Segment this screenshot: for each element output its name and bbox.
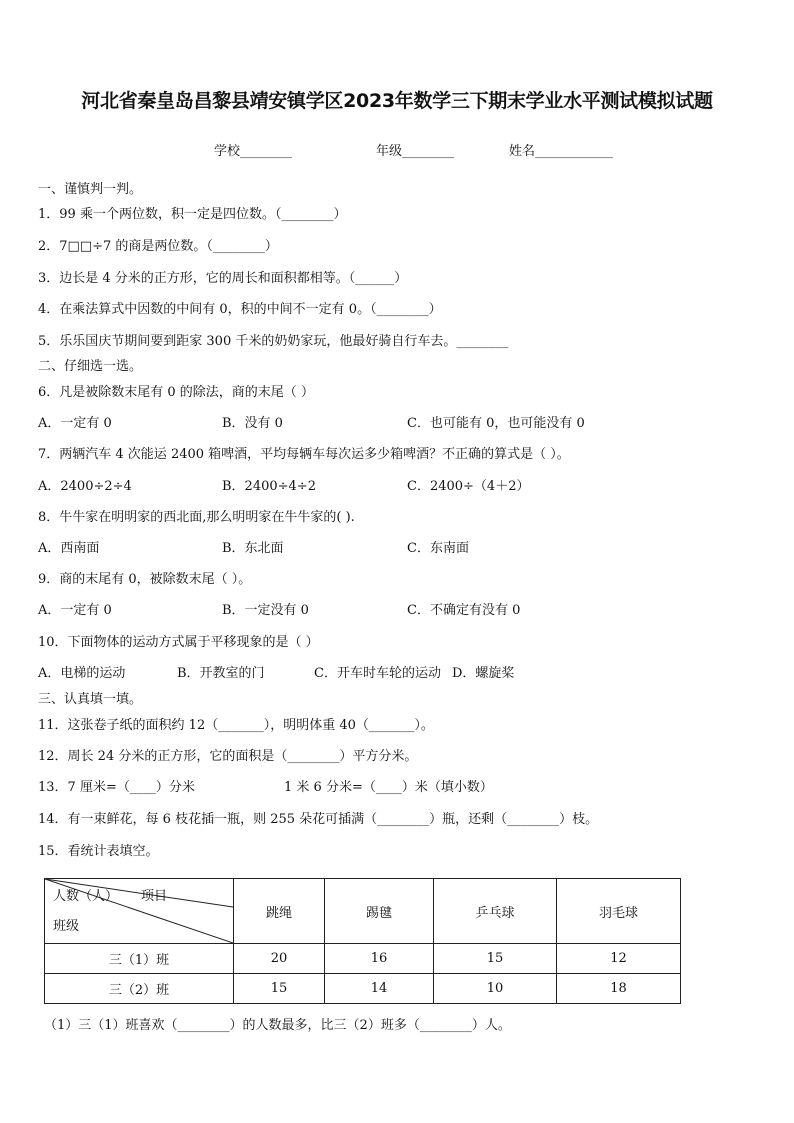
question-6: 6．凡是被除数末尾有 0 的除法，商的末尾（ ）: [38, 385, 314, 400]
question-4: 4．在乘法算式中因数的中间有 0，积的中间不一定有 0。（________）: [38, 302, 442, 317]
section-2-heading: 二、仔细选一选。: [38, 359, 143, 374]
header-badminton: 羽毛球: [557, 879, 681, 944]
q6-option-c: C．也可能有 0，也可能没有 0: [407, 416, 585, 431]
question-9: 9．商的末尾有 0，被除数末尾（ ）。: [38, 572, 252, 587]
q9-option-c: C．不确定有没有 0: [407, 603, 521, 618]
question-15: 15．看统计表填空。: [38, 844, 159, 859]
table-row: [45, 974, 681, 1004]
question-12: 12．周长 24 分米的正方形，它的面积是（________）平方分米。: [38, 749, 418, 764]
page-title: 河北省秦皇岛昌黎县靖安镇学区2023年数学三下期末学业水平测试模拟试题: [81, 90, 713, 112]
table-cell: 16: [325, 944, 434, 974]
q8-option-c: C．东南面: [407, 541, 469, 556]
question-13b: 1 米 6 分米=（____）米（填小数）: [284, 780, 493, 795]
question-14: 14．有一束鲜花，每 6 枝花插一瓶，则 255 朵花可插满（________）瓶，还剩（________）枝。: [38, 812, 599, 827]
question-10: 10．下面物体的运动方式属于平移现象的是（ ）: [38, 635, 319, 650]
q9-option-b: B．一定没有 0: [222, 603, 309, 618]
table-cell: 18: [557, 974, 681, 1004]
q6-option-a: A．一定有 0: [38, 416, 112, 431]
header-shuttlecock: 踢毽: [325, 879, 434, 944]
question-11: 11．这张卷子纸的面积约 12（_______），明明体重 40（_______）。: [38, 718, 434, 733]
question-7: 7．两辆汽车 4 次能运 2400 箱啤酒，平均每辆车每次运多少箱啤酒？不正确的算式是（ ）。: [38, 447, 570, 462]
corner-label-class: 班级: [53, 919, 80, 934]
header-jump-rope: 跳绳: [234, 879, 325, 944]
question-13a: 13．7 厘米=（____）分米: [38, 780, 195, 795]
table-cell: 14: [325, 974, 434, 1004]
table-row: [45, 944, 681, 974]
q10-option-b: B．开教室的门: [177, 666, 265, 681]
question-8: 8．牛牛家在明明家的西北面,那么明明家在牛牛家的( ).: [38, 510, 355, 525]
q7-option-b: B．2400÷4÷2: [222, 479, 316, 494]
row-label: 三（1）班: [45, 944, 234, 974]
q10-option-a: A．电梯的运动: [38, 666, 126, 681]
question-15-1: （1）三（1）班喜欢（________）的人数最多，比三（2）班多（________）人。: [44, 1018, 511, 1033]
row-label: 三（2）班: [45, 974, 234, 1004]
table-cell: 15: [234, 974, 325, 1004]
q10-option-d: D．螺旋桨: [452, 666, 515, 681]
table-cell: 20: [234, 944, 325, 974]
table-cell: 12: [557, 944, 681, 974]
q7-option-a: A．2400÷2÷4: [38, 479, 132, 494]
table-cell: 15: [434, 944, 557, 974]
section-1-heading: 一、谨慎判一判。: [38, 182, 143, 197]
q6-option-b: B．没有 0: [222, 416, 283, 431]
school-field: 学校________: [214, 144, 293, 159]
header-table-tennis: 乒乓球: [434, 879, 557, 944]
question-5: 5．乐乐国庆节期间要到距家 300 千米的奶奶家玩，他最好骑自行车去。________: [38, 334, 509, 349]
table-corner-cell: [45, 879, 234, 944]
section-3-heading: 三、认真填一填。: [38, 692, 143, 707]
statistics-table: [44, 878, 681, 1004]
grade-field: 年级________: [376, 144, 455, 159]
corner-label-item: 项目: [141, 889, 168, 904]
q8-option-b: B．东北面: [222, 541, 284, 556]
q9-option-a: A．一定有 0: [38, 603, 112, 618]
name-field: 姓名____________: [509, 144, 614, 159]
q7-option-c: C．2400÷（4＋2）: [407, 479, 530, 494]
corner-label-count: 人数（人）: [53, 889, 119, 904]
q10-option-c: C．开车时车轮的运动: [314, 666, 441, 681]
table-cell: 10: [434, 974, 557, 1004]
question-3: 3．边长是 4 分米的正方形，它的周长和面积都相等。（______）: [38, 271, 408, 286]
question-1: 1．99 乘一个两位数，积一定是四位数。（________）: [38, 207, 347, 222]
question-2: 2．7□□÷7 的商是两位数。（________）: [38, 239, 278, 254]
table-header-row: [45, 879, 681, 944]
q8-option-a: A．西南面: [38, 541, 100, 556]
